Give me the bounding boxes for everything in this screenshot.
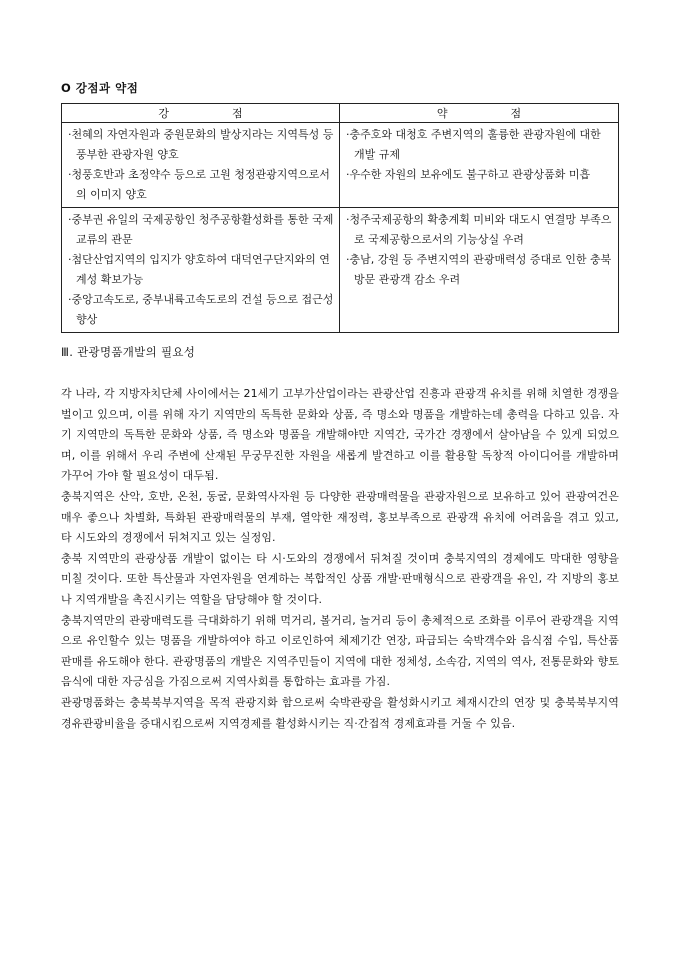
table-row (62, 123, 619, 208)
table-header-row (62, 104, 619, 123)
body-paragraph: 충북지역은 산악, 호반, 온천, 동굴, 문화역사자원 등 다양한 관광매력물을 관광자원으로 보유하고 있어 관광여건은 매우 좋으나 차별화, 특화된 관광매력물의 부재, 열악한 재정력, 홍보부족으로 관광객 유치에 어려움을 겪고 있고, 타 시도와의 경쟁에서 뒤쳐지고 있는 실정임. (61, 489, 619, 545)
weakness-item: ·충남, 강원 등 주변지역의 관광매력성 증대로 인한 충북 방문 관광객 감소 우려 (346, 253, 612, 286)
section-title: Ⅲ. 관광명품개발의 필요성 (61, 345, 196, 359)
strength-header: 강 점 (62, 104, 340, 123)
weakness-cell (340, 123, 619, 208)
strength-cell (62, 123, 340, 208)
weakness-item: ·우수한 자원의 보유에도 불구하고 관광상품화 미흡 (346, 168, 591, 181)
strength-cell (62, 208, 340, 333)
strength-item: ·천혜의 자연자원과 중원문화의 발상지라는 지역특성 등 풍부한 관광자원 양호 (68, 128, 334, 161)
strength-item: ·중부권 유일의 국제공항인 청주공항활성화를 통한 국제 교류의 관문 (68, 213, 334, 246)
body-paragraph: 각 나라, 각 지방자치단체 사이에서는 21세기 고부가산업이라는 관광산업 진흥과 관광객 유치를 위해 치열한 경쟁을 벌이고 있으며, 이를 위해 자기 지역만의 독특한 문화와 상품, 즉 명소와 명품을 개발하는데 총력을 다하고 있음. 자기 지역만의 독특한 문화와 상품, 즉 명소와 명품을 개발해야만 지역간, 국가간 경쟁에서 살아남을 수 있게 되었으며, 이를 위해서 우리 주변에 산재된 무궁무진한 자원을 새롭게 발견하고 이를 활용할 독창적 아이디어를 개발하며 가꾸어 가야 할 필요성이 대두됨. (61, 387, 619, 483)
table-row (62, 208, 619, 333)
weakness-cell (340, 208, 619, 333)
strength-item: ·중앙고속도로, 중부내륙고속도로의 건설 등으로 접근성 향상 (68, 293, 334, 326)
body-paragraph: 관광명품화는 충북북부지역을 목적 관광지화 함으로써 숙박관광을 활성화시키고 체재시간의 연장 및 충북북부지역 경유관광비율을 증대시킴으로써 지역경제를 활성화시키는 직·간접적 경제효과를 거둘 수 있음. (61, 695, 619, 730)
weakness-item: ·청주국제공항의 확충계획 미비와 대도시 연결망 부족으로 국제공항으로서의 기능상실 우려 (346, 213, 612, 246)
body-paragraph: 충북지역만의 관광매력도를 극대화하기 위해 먹거리, 볼거리, 놀거리 등이 총체적으로 조화를 이루어 관광객을 지역으로 유인할수 있는 명품을 개발하여야 하고 이로인하여 체제기간 연장, 파급되는 숙박객수와 음식점 수입, 특산품판매를 유도해야 한다. 관광명품의 개발은 지역주민들이 지역에 대한 정체성, 소속감, 지역의 역사, 전통문화와 향토음식에 대한 자긍심을 가짐으로써 지역사회를 통합하는 효과를 가짐. (61, 613, 619, 689)
strength-weakness-table (61, 103, 619, 333)
weakness-header: 약 점 (340, 104, 619, 123)
swot-heading: O 강점과 약점 (61, 81, 139, 95)
section-body (61, 384, 619, 734)
body-paragraph: 충북 지역만의 관광상품 개발이 없이는 타 시·도와의 경쟁에서 뒤쳐질 것이며 충북지역의 경제에도 막대한 영향을 미칠 것이다. 또한 특산물과 자연자원을 연계하는 복합적인 상품 개발·판매형식으로 관광객을 유인, 각 지방의 홍보나 지역개발을 촉진시키는 역할을 담당해야 할 것이다. (61, 551, 619, 606)
strength-item: ·첨단산업지역의 입지가 양호하여 대덕연구단지와의 연계성 확보가능 (68, 253, 330, 286)
strength-item: ·청풍호반과 초정약수 등으로 고원 청정관광지역으로서의 이미지 양호 (68, 168, 330, 201)
weakness-item: ·충주호와 대청호 주변지역의 훌륭한 관광자원에 대한 개발 규제 (346, 128, 601, 161)
